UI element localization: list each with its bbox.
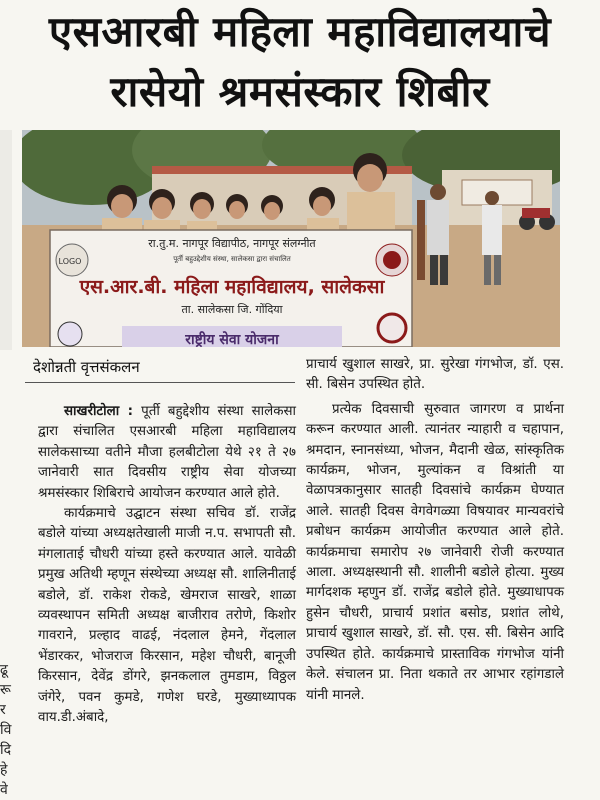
fragment-line: वे: [0, 782, 8, 798]
dateline: साखरीटोला :: [64, 404, 134, 419]
banner-line-2: पूर्ती बहुउद्देशीय संस्था, सालेकसा द्वारा संचालित: [173, 255, 291, 263]
article-column-left: [38, 402, 296, 729]
paragraph-1-text: पूर्ती बहुद्देशीय संस्था सालेकसा द्वारा संचालित एसआरबी महिला महाविद्यालय सालेकसाच्या वतीने मौजा हलबीटोला येथे २१ ते २७ जानेवारी सात दिवसीय राष्ट्रीय सेवा योजच्या श्रमसंस्कार शिबिराचे आयोजन करण्यात आले होते.: [38, 404, 296, 501]
banner-bottom: राष्ट्रीय सेवा योजना: [185, 332, 279, 347]
article-paragraph-2: कार्यक्रमाचे उद्घाटन संस्था सचिव डॉ. राजेंद्र बडोले यांच्या अध्यक्षतेखाली माजी न.प. सभापती सौ. मंगलाताई चौधरी यांच्या हस्ते करण्यात आले. यावेळी प्रमुख अतिथी म्हणून संस्थेच्या अध्यक्ष सौ. शालिनीताई बडोले, डॉ. राकेश रोकडे, खेमराज साखरे, शाळा व्यवस्थापन समिती अध्यक्ष बाजीराव तरोणे, किशोर गावराने, प्रल्हाद वाढई, नंदलाल हेमने, गेंदलाल भेंडारकर, भोजराज किरसान, महेश चौधरी, बानूजी किरसान, देवेंद्र डोंगरे, झनकलाल तुमडाम, विठ्ठल जंगेरे, पवन कुमडे, गणेश घरडे, मुख्याध्यापक वाय.डी.अंबादे,: [38, 506, 296, 726]
fragment-line: दि: [0, 742, 12, 758]
news-photo: [22, 130, 560, 347]
fragment-line: वि: [0, 722, 12, 738]
adjacent-column-edge: [0, 130, 12, 350]
headline-line-2: रासेयो श्रमसंस्कार शिबीर: [110, 67, 490, 116]
banner-title: एस.आर.बी. महिला महाविद्यालय, सालेकसा: [79, 276, 385, 298]
article-paragraph-1: [38, 402, 296, 504]
adjacent-article-fragment: [0, 660, 14, 800]
article-column-right: [306, 355, 564, 706]
banner-place: ता. सालेकसा जि. गोंदिया: [181, 303, 283, 316]
banner-left-emblem: LOGO: [58, 257, 82, 266]
fragment-line: ढू: [0, 662, 8, 678]
article-paragraph-4: प्रत्येक दिवसाची सुरुवात जागरण व प्रार्थना करून करण्यात आली. त्यानंतर न्याहारी व चहापान, श्रमदान, स्नानसंध्या, भोजन, मैदानी खेळ, सांस्कृतिक कार्यक्रम, भोजन, मुल्यांकन व विश्रांती या वेळापत्रकानुसार सातही दिवसांचे कार्यक्रम घेण्यात आले. सातही दिवस वेगवेगळ्या विषयावर मान्यवरांचे प्रबोधन कार्यक्रम आयोजीत करण्यात आले होते. कार्यक्रमाचा समारोप २७ जानेवारी रोजी करण्यात आला. अध्यक्षस्थानी सौ. शालीनी बडोले होत्या. मुख्य मार्गदशक म्हणुन डॉ. राजेंद्र बडोले होते. मुख्याधापक हुसेन चौधरी, प्राचार्य प्रशांत बसोड, प्रशांत लोथे, प्राचार्य खुशाल साखरे, डॉ. सौ. एस. सी. बिसेन आदि उपस्थित होते. कार्यक्रमाचे प्रास्ताविक गंगभोज यांनी केले. संचालन प्रा. निता थकाते तर आभार रहांगडाले यांनी मानले.: [306, 401, 564, 703]
fragment-line: हे: [0, 762, 8, 778]
byline: देशोन्नती वृत्तसंकलन: [33, 358, 140, 376]
fragment-line: र: [0, 702, 6, 718]
fragment-line: रू: [0, 682, 11, 698]
banner-line-1: रा.तु.म. नागपूर विद्यापीठ, नागपूर संलग्नीत: [148, 237, 316, 250]
byline-divider: [25, 382, 295, 383]
headline-line-1: एसआरबी महिला महाविद्यालयाचे: [48, 7, 552, 56]
article-paragraph-3: प्राचार्य खुशाल साखरे, प्रा. सुरेखा गंगभोज, डॉ. एस. सी. बिसेन उपस्थित होते.: [306, 357, 564, 393]
